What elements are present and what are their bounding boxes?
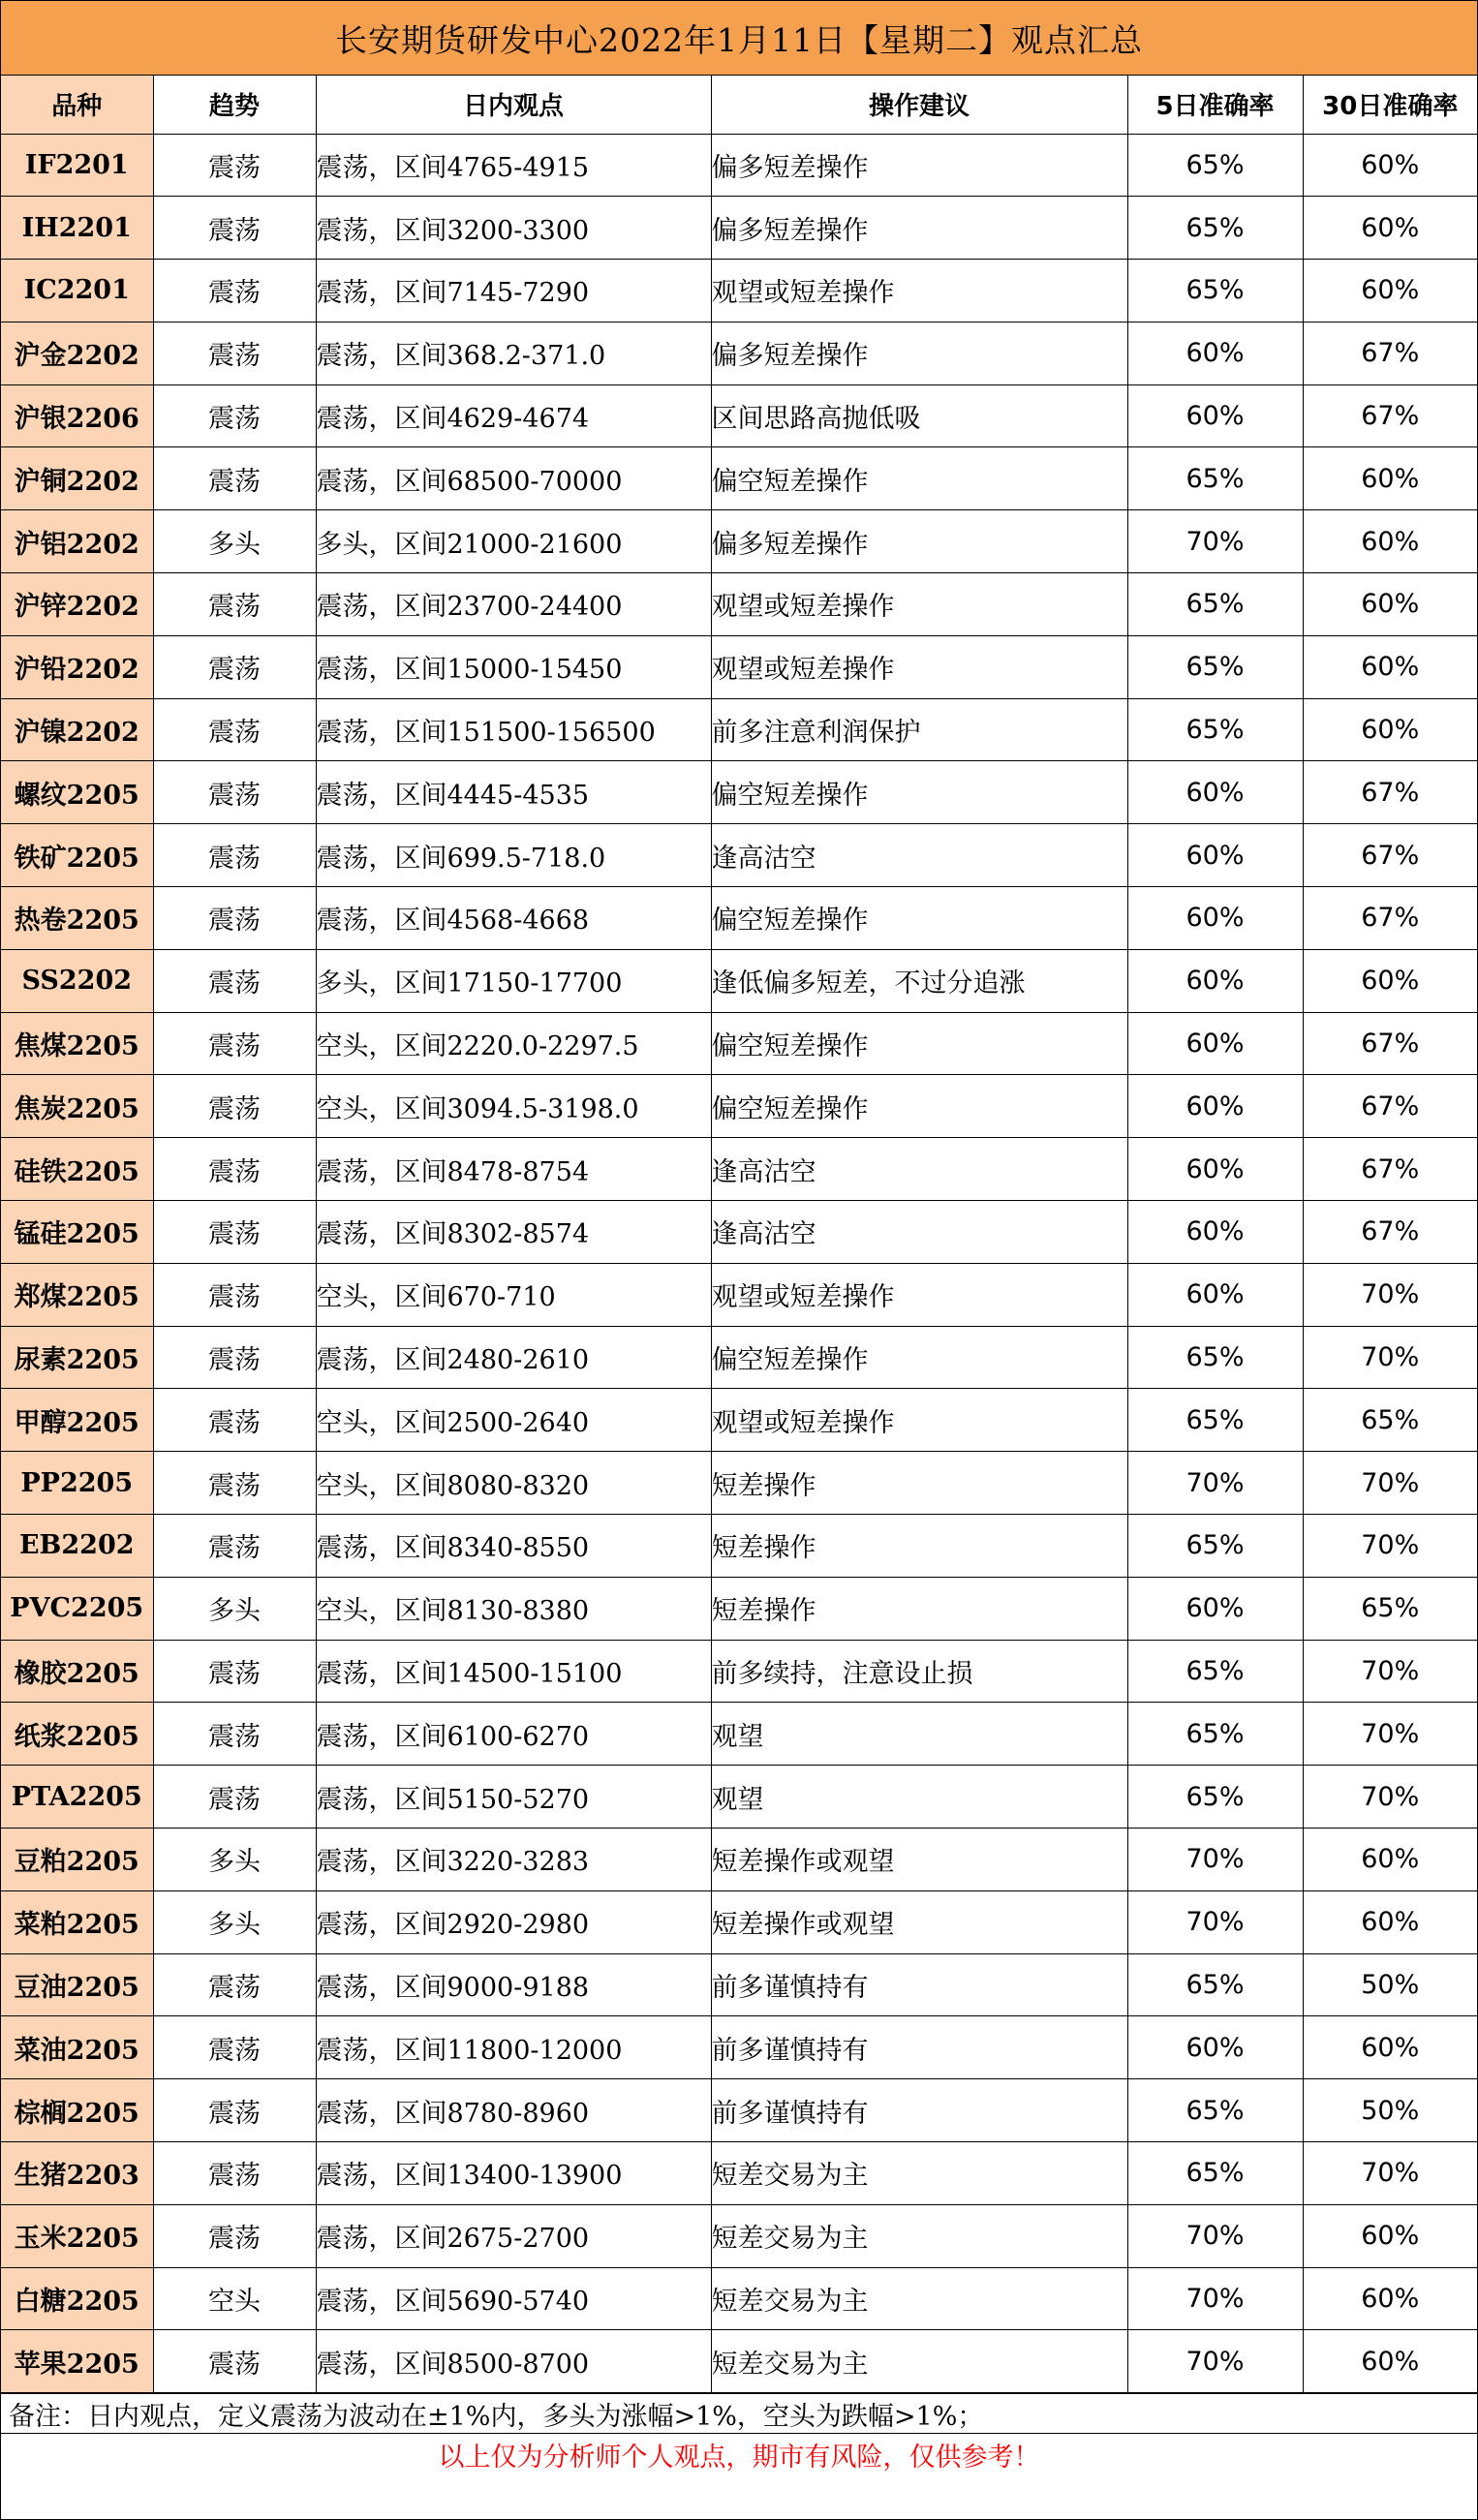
- cell-name: 尿素2205: [1, 1326, 153, 1389]
- table-row: [1, 2204, 1477, 2267]
- table-row: [1, 1075, 1477, 1138]
- cell-advice: 逢高沽空: [711, 1201, 1127, 1264]
- cell-advice: 短差操作或观望: [711, 1829, 1127, 1891]
- cell-rate5: 60%: [1127, 1075, 1303, 1138]
- cell-rate30: 60%: [1303, 698, 1477, 761]
- cell-advice: 观望或短差操作: [711, 573, 1127, 636]
- cell-name: EB2202: [1, 1515, 153, 1578]
- cell-advice: 观望或短差操作: [711, 635, 1127, 698]
- cell-view: 震荡，区间6100-6270: [316, 1703, 711, 1766]
- header-rate30: 30日准确率: [1303, 76, 1477, 134]
- cell-rate5: 60%: [1127, 824, 1303, 887]
- cell-view: 空头，区间670-710: [316, 1263, 711, 1326]
- cell-rate5: 65%: [1127, 698, 1303, 761]
- table-row: [1, 1577, 1477, 1640]
- cell-rate5: 65%: [1127, 1953, 1303, 2016]
- cell-advice: 区间思路高抛低吸: [711, 384, 1127, 447]
- cell-view: 空头，区间8130-8380: [316, 1577, 711, 1640]
- cell-name: 焦炭2205: [1, 1075, 153, 1138]
- cell-rate5: 65%: [1127, 134, 1303, 197]
- cell-trend: 震荡: [153, 1138, 316, 1201]
- cell-name: PTA2205: [1, 1766, 153, 1829]
- cell-trend: 震荡: [153, 197, 316, 260]
- cell-name: 苹果2205: [1, 2330, 153, 2393]
- cell-rate30: 67%: [1303, 1075, 1477, 1138]
- cell-view: 震荡，区间2480-2610: [316, 1326, 711, 1389]
- cell-trend: 震荡: [153, 1953, 316, 2016]
- cell-rate5: 60%: [1127, 1012, 1303, 1075]
- cell-rate5: 60%: [1127, 2016, 1303, 2079]
- cell-view: 震荡，区间5150-5270: [316, 1766, 711, 1829]
- cell-rate30: 70%: [1303, 1640, 1477, 1703]
- cell-view: 震荡，区间8780-8960: [316, 2079, 711, 2142]
- cell-trend: 震荡: [153, 260, 316, 323]
- cell-trend: 震荡: [153, 1640, 316, 1703]
- cell-trend: 震荡: [153, 384, 316, 447]
- cell-name: 螺纹2205: [1, 761, 153, 824]
- cell-rate30: 67%: [1303, 824, 1477, 887]
- cell-trend: 震荡: [153, 1452, 316, 1515]
- table-row: [1, 635, 1477, 698]
- cell-trend: 震荡: [153, 2079, 316, 2142]
- table-body: [1, 134, 1477, 2393]
- cell-trend: 震荡: [153, 1515, 316, 1578]
- cell-view: 震荡，区间8478-8754: [316, 1138, 711, 1201]
- cell-trend: 震荡: [153, 761, 316, 824]
- table-row: [1, 761, 1477, 824]
- cell-name: 沪铅2202: [1, 635, 153, 698]
- cell-rate30: 60%: [1303, 197, 1477, 260]
- cell-advice: 前多续持，注意设止损: [711, 1640, 1127, 1703]
- cell-rate5: 70%: [1127, 1829, 1303, 1891]
- cell-rate5: 60%: [1127, 1138, 1303, 1201]
- cell-advice: 偏空短差操作: [711, 1326, 1127, 1389]
- cell-name: 郑煤2205: [1, 1263, 153, 1326]
- cell-rate30: 70%: [1303, 1766, 1477, 1829]
- cell-view: 震荡，区间8500-8700: [316, 2330, 711, 2393]
- cell-view: 震荡，区间368.2-371.0: [316, 322, 711, 384]
- cell-trend: 震荡: [153, 824, 316, 887]
- cell-view: 震荡，区间5690-5740: [316, 2267, 711, 2330]
- cell-rate5: 65%: [1127, 260, 1303, 323]
- cell-view: 空头，区间8080-8320: [316, 1452, 711, 1515]
- cell-view: 震荡，区间4568-4668: [316, 887, 711, 950]
- cell-advice: 短差交易为主: [711, 2204, 1127, 2267]
- table-row: [1, 447, 1477, 510]
- cell-rate30: 50%: [1303, 2079, 1477, 2142]
- cell-advice: 逢高沽空: [711, 824, 1127, 887]
- cell-rate30: 60%: [1303, 2267, 1477, 2330]
- cell-advice: 偏多短差操作: [711, 322, 1127, 384]
- cell-rate5: 65%: [1127, 2142, 1303, 2205]
- cell-advice: 观望或短差操作: [711, 260, 1127, 323]
- cell-advice: 短差操作: [711, 1452, 1127, 1515]
- cell-trend: 震荡: [153, 698, 316, 761]
- footnote: 备注：日内观点，定义震荡为波动在±1%内，多头为涨幅>1%，空头为跌幅>1%；: [1, 2393, 1477, 2434]
- cell-rate5: 70%: [1127, 2267, 1303, 2330]
- cell-advice: 短差操作或观望: [711, 1890, 1127, 1953]
- table-row: [1, 573, 1477, 636]
- cell-trend: 多头: [153, 1890, 316, 1953]
- cell-advice: 偏空短差操作: [711, 447, 1127, 510]
- cell-rate5: 70%: [1127, 1890, 1303, 1953]
- table-row: [1, 2079, 1477, 2142]
- cell-trend: 震荡: [153, 134, 316, 197]
- cell-view: 震荡，区间3220-3283: [316, 1829, 711, 1891]
- cell-name: 玉米2205: [1, 2204, 153, 2267]
- cell-view: 震荡，区间9000-9188: [316, 1953, 711, 2016]
- cell-view: 震荡，区间8302-8574: [316, 1201, 711, 1264]
- cell-rate30: 67%: [1303, 761, 1477, 824]
- cell-name: 锰硅2205: [1, 1201, 153, 1264]
- header-advice: 操作建议: [711, 76, 1127, 134]
- table-row: [1, 510, 1477, 573]
- cell-advice: 观望或短差操作: [711, 1263, 1127, 1326]
- cell-name: 豆粕2205: [1, 1829, 153, 1891]
- cell-rate30: 50%: [1303, 1953, 1477, 2016]
- cell-rate5: 60%: [1127, 1201, 1303, 1264]
- cell-rate30: 70%: [1303, 1326, 1477, 1389]
- cell-rate30: 60%: [1303, 260, 1477, 323]
- cell-view: 震荡，区间14500-15100: [316, 1640, 711, 1703]
- cell-trend: 多头: [153, 510, 316, 573]
- cell-trend: 震荡: [153, 1766, 316, 1829]
- cell-trend: 震荡: [153, 1012, 316, 1075]
- table-row: [1, 1263, 1477, 1326]
- cell-rate30: 67%: [1303, 1201, 1477, 1264]
- table-row: [1, 949, 1477, 1012]
- cell-trend: 震荡: [153, 1075, 316, 1138]
- table-row: [1, 2267, 1477, 2330]
- cell-advice: 偏空短差操作: [711, 761, 1127, 824]
- cell-rate30: 60%: [1303, 2016, 1477, 2079]
- cell-name: 沪金2202: [1, 322, 153, 384]
- table-row: [1, 1703, 1477, 1766]
- cell-name: 焦煤2205: [1, 1012, 153, 1075]
- cell-view: 震荡，区间699.5-718.0: [316, 824, 711, 887]
- cell-name: 菜粕2205: [1, 1890, 153, 1953]
- cell-name: IC2201: [1, 260, 153, 323]
- cell-rate30: 70%: [1303, 1703, 1477, 1766]
- cell-trend: 震荡: [153, 2204, 316, 2267]
- cell-trend: 震荡: [153, 1703, 316, 1766]
- cell-rate5: 70%: [1127, 2204, 1303, 2267]
- cell-rate5: 60%: [1127, 887, 1303, 950]
- cell-trend: 震荡: [153, 1389, 316, 1452]
- cell-trend: 震荡: [153, 2330, 316, 2393]
- cell-name: 沪铝2202: [1, 510, 153, 573]
- cell-name: 豆油2205: [1, 1953, 153, 2016]
- cell-rate30: 60%: [1303, 447, 1477, 510]
- table-header-row: [1, 76, 1477, 134]
- cell-rate30: 60%: [1303, 573, 1477, 636]
- cell-rate5: 65%: [1127, 2079, 1303, 2142]
- cell-advice: 偏多短差操作: [711, 197, 1127, 260]
- cell-rate5: 65%: [1127, 1640, 1303, 1703]
- cell-view: 震荡，区间8340-8550: [316, 1515, 711, 1578]
- cell-name: 菜油2205: [1, 2016, 153, 2079]
- cell-rate5: 60%: [1127, 761, 1303, 824]
- cell-view: 震荡，区间11800-12000: [316, 2016, 711, 2079]
- cell-view: 震荡，区间7145-7290: [316, 260, 711, 323]
- cell-view: 多头，区间17150-17700: [316, 949, 711, 1012]
- table-row: [1, 1452, 1477, 1515]
- cell-advice: 短差交易为主: [711, 2267, 1127, 2330]
- cell-rate5: 70%: [1127, 510, 1303, 573]
- cell-view: 震荡，区间151500-156500: [316, 698, 711, 761]
- cell-advice: 前多谨慎持有: [711, 1953, 1127, 2016]
- cell-view: 多头，区间21000-21600: [316, 510, 711, 573]
- cell-rate30: 70%: [1303, 1452, 1477, 1515]
- table-row: [1, 1138, 1477, 1201]
- table-row: [1, 134, 1477, 197]
- table-row: [1, 1766, 1477, 1829]
- header-trend: 趋势: [153, 76, 316, 134]
- cell-name: 沪铜2202: [1, 447, 153, 510]
- cell-advice: 观望: [711, 1703, 1127, 1766]
- cell-name: 橡胶2205: [1, 1640, 153, 1703]
- table-row: [1, 2330, 1477, 2393]
- table-row: [1, 824, 1477, 887]
- cell-trend: 震荡: [153, 887, 316, 950]
- cell-name: SS2202: [1, 949, 153, 1012]
- cell-rate30: 67%: [1303, 1012, 1477, 1075]
- cell-name: IF2201: [1, 134, 153, 197]
- cell-name: 硅铁2205: [1, 1138, 153, 1201]
- cell-advice: 偏多短差操作: [711, 510, 1127, 573]
- cell-trend: 震荡: [153, 1326, 316, 1389]
- cell-advice: 前多注意利润保护: [711, 698, 1127, 761]
- table-row: [1, 698, 1477, 761]
- cell-rate30: 60%: [1303, 1890, 1477, 1953]
- cell-name: PP2205: [1, 1452, 153, 1515]
- cell-advice: 短差操作: [711, 1515, 1127, 1578]
- cell-view: 震荡，区间23700-24400: [316, 573, 711, 636]
- header-rate5: 5日准确率: [1127, 76, 1303, 134]
- cell-advice: 偏空短差操作: [711, 887, 1127, 950]
- cell-rate30: 65%: [1303, 1577, 1477, 1640]
- cell-rate30: 60%: [1303, 1829, 1477, 1891]
- cell-name: 热卷2205: [1, 887, 153, 950]
- cell-name: 沪锌2202: [1, 573, 153, 636]
- cell-name: 棕榈2205: [1, 2079, 153, 2142]
- cell-view: 震荡，区间13400-13900: [316, 2142, 711, 2205]
- cell-view: 空头，区间3094.5-3198.0: [316, 1075, 711, 1138]
- header-name: 品种: [1, 76, 153, 134]
- cell-view: 空头，区间2220.0-2297.5: [316, 1012, 711, 1075]
- cell-rate5: 65%: [1127, 1515, 1303, 1578]
- table-row: [1, 1829, 1477, 1891]
- cell-view: 震荡，区间4445-4535: [316, 761, 711, 824]
- cell-advice: 观望或短差操作: [711, 1389, 1127, 1452]
- table-row: [1, 1515, 1477, 1578]
- cell-name: 纸浆2205: [1, 1703, 153, 1766]
- cell-rate30: 67%: [1303, 322, 1477, 384]
- cell-view: 震荡，区间2675-2700: [316, 2204, 711, 2267]
- table-row: [1, 322, 1477, 384]
- views-table: [1, 76, 1477, 2393]
- cell-rate30: 60%: [1303, 134, 1477, 197]
- cell-trend: 震荡: [153, 635, 316, 698]
- cell-advice: 前多谨慎持有: [711, 2016, 1127, 2079]
- cell-rate30: 60%: [1303, 635, 1477, 698]
- cell-rate5: 60%: [1127, 322, 1303, 384]
- cell-advice: 短差交易为主: [711, 2330, 1127, 2393]
- table-row: [1, 260, 1477, 323]
- cell-advice: 偏空短差操作: [711, 1075, 1127, 1138]
- cell-rate5: 70%: [1127, 2330, 1303, 2393]
- cell-name: 白糖2205: [1, 2267, 153, 2330]
- cell-view: 震荡，区间3200-3300: [316, 197, 711, 260]
- cell-trend: 震荡: [153, 2016, 316, 2079]
- cell-trend: 震荡: [153, 949, 316, 1012]
- cell-trend: 空头: [153, 2267, 316, 2330]
- report-title: 长安期货研发中心2022年1月11日【星期二】观点汇总: [1, 1, 1477, 76]
- cell-rate5: 65%: [1127, 1703, 1303, 1766]
- cell-trend: 震荡: [153, 447, 316, 510]
- cell-advice: 偏空短差操作: [711, 1012, 1127, 1075]
- cell-rate30: 67%: [1303, 887, 1477, 950]
- table-row: [1, 2016, 1477, 2079]
- cell-trend: 震荡: [153, 2142, 316, 2205]
- cell-rate5: 60%: [1127, 1263, 1303, 1326]
- cell-view: 震荡，区间68500-70000: [316, 447, 711, 510]
- cell-rate30: 60%: [1303, 949, 1477, 1012]
- cell-advice: 短差交易为主: [711, 2142, 1127, 2205]
- cell-rate5: 65%: [1127, 1326, 1303, 1389]
- cell-rate30: 67%: [1303, 1138, 1477, 1201]
- cell-rate30: 60%: [1303, 2204, 1477, 2267]
- cell-advice: 偏多短差操作: [711, 134, 1127, 197]
- disclaimer: 以上仅为分析师个人观点，期市有风险，仅供参考！: [438, 2442, 1040, 2473]
- table-row: [1, 1012, 1477, 1075]
- cell-trend: 震荡: [153, 322, 316, 384]
- table-row: [1, 1953, 1477, 2016]
- cell-view: 空头，区间2500-2640: [316, 1389, 711, 1452]
- cell-rate5: 65%: [1127, 1389, 1303, 1452]
- table-row: [1, 1890, 1477, 1953]
- cell-name: 沪银2206: [1, 384, 153, 447]
- table-row: [1, 2142, 1477, 2205]
- cell-advice: 观望: [711, 1766, 1127, 1829]
- cell-advice: 前多谨慎持有: [711, 2079, 1127, 2142]
- cell-name: IH2201: [1, 197, 153, 260]
- cell-name: 甲醇2205: [1, 1389, 153, 1452]
- cell-name: 铁矿2205: [1, 824, 153, 887]
- cell-view: 震荡，区间2920-2980: [316, 1890, 711, 1953]
- cell-rate30: 65%: [1303, 1389, 1477, 1452]
- cell-rate5: 70%: [1127, 1452, 1303, 1515]
- cell-rate30: 70%: [1303, 2142, 1477, 2205]
- table-row: [1, 197, 1477, 260]
- cell-rate5: 65%: [1127, 1766, 1303, 1829]
- cell-rate5: 60%: [1127, 949, 1303, 1012]
- cell-rate30: 70%: [1303, 1515, 1477, 1578]
- cell-rate30: 67%: [1303, 384, 1477, 447]
- cell-rate30: 70%: [1303, 1263, 1477, 1326]
- cell-view: 震荡，区间4629-4674: [316, 384, 711, 447]
- cell-trend: 震荡: [153, 573, 316, 636]
- cell-trend: 多头: [153, 1577, 316, 1640]
- cell-advice: 逢低偏多短差，不过分追涨: [711, 949, 1127, 1012]
- cell-trend: 震荡: [153, 1263, 316, 1326]
- cell-advice: 逢高沽空: [711, 1138, 1127, 1201]
- cell-view: 震荡，区间4765-4915: [316, 134, 711, 197]
- table-row: [1, 1201, 1477, 1264]
- table-row: [1, 1326, 1477, 1389]
- cell-view: 震荡，区间15000-15450: [316, 635, 711, 698]
- cell-rate30: 60%: [1303, 510, 1477, 573]
- table-row: [1, 887, 1477, 950]
- cell-rate5: 60%: [1127, 1577, 1303, 1640]
- cell-trend: 多头: [153, 1829, 316, 1891]
- table-row: [1, 1389, 1477, 1452]
- cell-rate5: 65%: [1127, 197, 1303, 260]
- cell-rate5: 65%: [1127, 573, 1303, 636]
- cell-name: 生猪2203: [1, 2142, 153, 2205]
- cell-rate5: 65%: [1127, 635, 1303, 698]
- cell-name: PVC2205: [1, 1577, 153, 1640]
- cell-rate5: 60%: [1127, 384, 1303, 447]
- cell-advice: 短差操作: [711, 1577, 1127, 1640]
- cell-name: 沪镍2202: [1, 698, 153, 761]
- cell-trend: 震荡: [153, 1201, 316, 1264]
- header-view: 日内观点: [316, 76, 711, 134]
- cell-rate5: 65%: [1127, 447, 1303, 510]
- table-row: [1, 1640, 1477, 1703]
- cell-rate30: 60%: [1303, 2330, 1477, 2393]
- table-row: [1, 384, 1477, 447]
